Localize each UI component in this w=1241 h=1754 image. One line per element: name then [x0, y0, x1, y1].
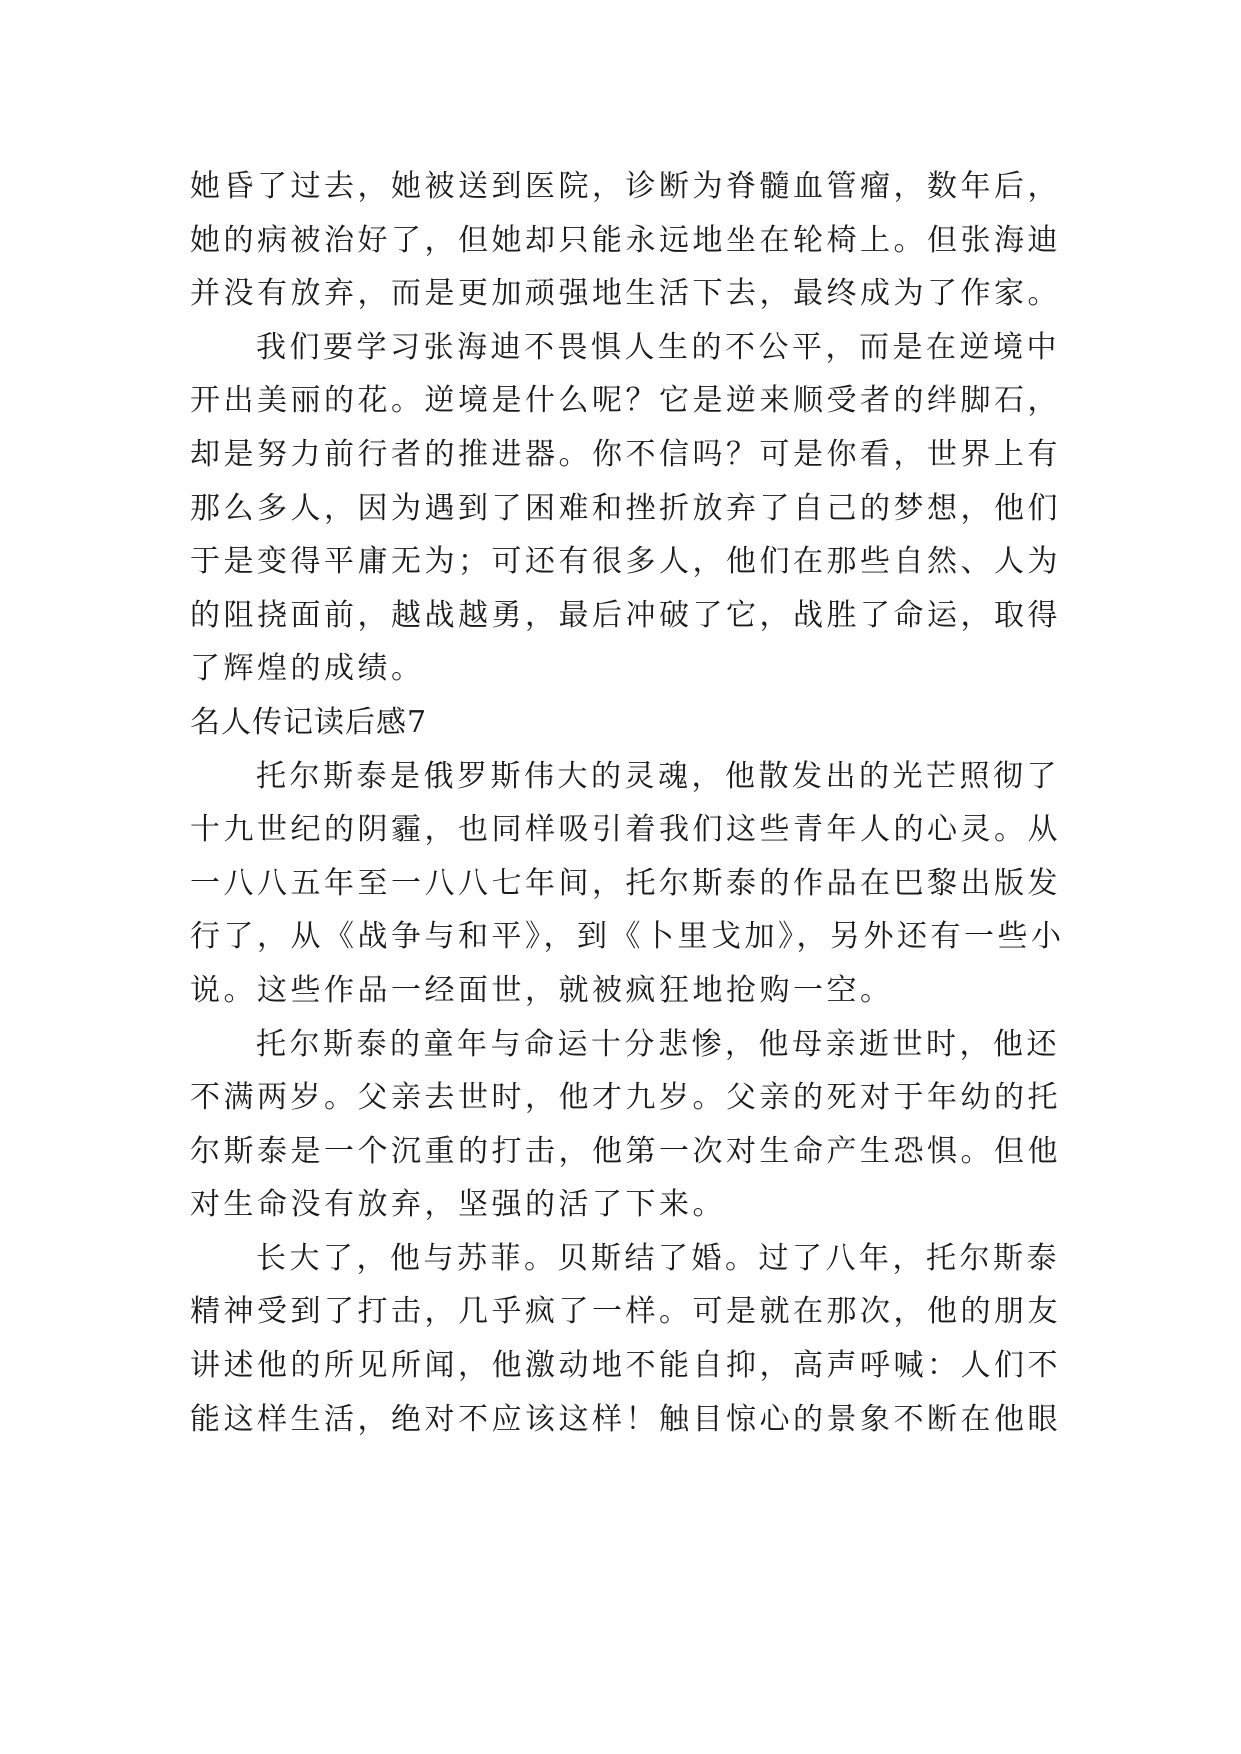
paragraph-start-line: 托尔斯泰的童年与命运十分悲惨，他母亲逝世时，他还 [256, 1026, 1060, 1062]
text-line: 讲述他的所见所闻，他激动地不能自抑，高声呼喊：人们不 [190, 1348, 1061, 1384]
document-body [190, 160, 1070, 1446]
paragraph-start-line: 我们要学习张海迪不畏惧人生的不公平，而是在逆境中 [256, 329, 1060, 365]
text-line: 她昏了过去，她被送到医院，诊断为脊髓血管瘤，数年后， [190, 169, 1061, 204]
text-line: 了辉煌的成绩。 [190, 651, 425, 687]
text-line: 并没有放弃，而是更加顽强地生活下去，最终成为了作家。 [190, 276, 1061, 312]
text-line: 行了，从《战争与和平》，到《卜里戈加》，另外还有一些小 [190, 919, 1065, 955]
text-line: 却是努力前行者的推进器。你不信吗？可是你看，世界上有 [190, 436, 1061, 472]
paragraph-start-line: 长大了，他与苏菲。贝斯结了婚。过了八年，托尔斯泰 [256, 1240, 1060, 1276]
text-line: 于是变得平庸无为；可还有很多人，他们在那些自然、人为 [190, 544, 1061, 580]
text-line: 那么多人，因为遇到了困难和挫折放弃了自己的梦想，他们 [190, 490, 1061, 526]
text-line: 对生命没有放弃，坚强的活了下来。 [190, 1187, 726, 1223]
text-line: 的阻挠面前，越战越勇，最后冲破了它，战胜了命运，取得 [190, 597, 1061, 633]
paragraph-start-line: 托尔斯泰是俄罗斯伟大的灵魂，他散发出的光芒照彻了 [256, 758, 1060, 794]
text-line: 尔斯泰是一个沉重的打击，他第一次对生命产生恐惧。但他 [190, 1133, 1061, 1169]
text-line: 精神受到了打击，几乎疯了一样。可是就在那次，他的朋友 [190, 1294, 1061, 1330]
text-line: 不满两岁。父亲去世时，他才九岁。父亲的死对于年幼的托 [190, 1080, 1061, 1116]
text-line: 她的病被治好了，但她却只能永远地坐在轮椅上。但张海迪 [190, 222, 1061, 258]
text-line: 能这样生活，绝对不应该这样！触目惊心的景象不断在他眼 [190, 1401, 1061, 1437]
text-line: 一八八五年至一八八七年间，托尔斯泰的作品在巴黎出版发 [190, 865, 1061, 901]
text-line: 说。这些作品一经面世，就被疯狂地抢购一空。 [190, 972, 894, 1008]
section-heading: 名人传记读后感7 [190, 704, 428, 740]
text-line: 开出美丽的花。逆境是什么呢？它是逆来顺受者的绊脚石， [190, 383, 1061, 419]
text-line: 十九世纪的阴霾，也同样吸引着我们这些青年人的心灵。从 [190, 812, 1061, 848]
